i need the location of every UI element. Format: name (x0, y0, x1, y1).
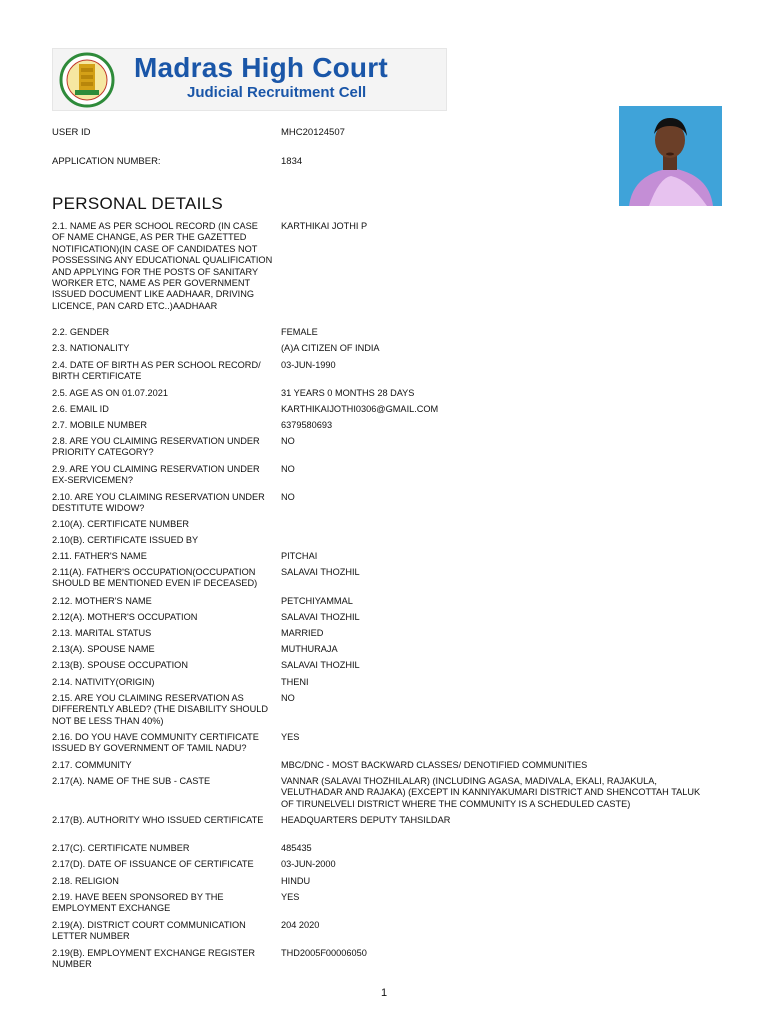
detail-value: 485435 (281, 843, 312, 853)
detail-row (52, 327, 712, 338)
detail-value: MARRIED (281, 628, 324, 638)
section-title: PERSONAL DETAILS (52, 194, 224, 213)
detail-label: 2.17. COMMUNITY (52, 760, 132, 770)
banner-title: Madras High Court (134, 52, 388, 83)
detail-value: SALAVAI THOZHIL (281, 567, 360, 577)
detail-value: FEMALE (281, 327, 318, 337)
detail-value: NO (281, 492, 295, 502)
detail-row (52, 693, 712, 727)
detail-label: 2.17(D). DATE OF ISSUANCE OF CERTIFICATE (52, 859, 254, 869)
detail-row (52, 221, 712, 312)
detail-label: 2.12(A). MOTHER'S OCCUPATION (52, 612, 198, 622)
detail-label: 2.18. RELIGION (52, 876, 119, 886)
detail-label: 2.19(B). EMPLOYMENT EXCHANGE REGISTER NUMBER (52, 948, 256, 970)
detail-label: 2.12. MOTHER'S NAME (52, 596, 152, 606)
detail-label: 2.1. NAME AS PER SCHOOL RECORD (IN CASE OF NAME CHANGE, AS PER THE GAZETTED NOTIFICATION)(IN CASE OF CANDIDATES NOT POSSESSING ANY EDUCATIONAL QUALIFICATION AND APPLYING FOR THE POSTS OF SANITARY WORKER ETC, NAME AS PER GOVERNMENT ISSUED DOCUMENT LIKE AADHAAR, DRIVING LICENCE, PAN CARD ETC..)AADHAAR (52, 221, 273, 311)
detail-label: 2.7. MOBILE NUMBER (52, 420, 147, 430)
detail-label: 2.10(B). CERTIFICATE ISSUED BY (52, 535, 199, 545)
detail-row (52, 436, 712, 459)
detail-row (52, 948, 712, 971)
detail-row (52, 776, 712, 810)
detail-value: 03-JUN-2000 (281, 859, 336, 869)
detail-value: THD2005F00006050 (281, 948, 367, 958)
header-banner (52, 48, 447, 111)
page-number: 1 (380, 987, 388, 999)
detail-label: 2.19. HAVE BEEN SPONSORED BY THE EMPLOYMENT EXCHANGE (52, 892, 224, 914)
detail-value: 204 2020 (281, 920, 320, 930)
detail-label: 2.4. DATE OF BIRTH AS PER SCHOOL RECORD/ BIRTH CERTIFICATE (52, 360, 261, 382)
detail-row (52, 404, 712, 415)
detail-label: 2.2. GENDER (52, 327, 110, 337)
detail-label: 2.17(A). NAME OF THE SUB - CASTE (52, 776, 211, 786)
detail-label: 2.6. EMAIL ID (52, 404, 109, 414)
detail-value: NO (281, 693, 295, 703)
detail-row (52, 360, 712, 383)
detail-value: MUTHURAJA (281, 644, 338, 654)
detail-row (52, 492, 712, 515)
application-number-value: 1834 (281, 156, 303, 167)
detail-value (281, 535, 712, 546)
detail-label: 2.13(A). SPOUSE NAME (52, 644, 155, 654)
detail-row (52, 892, 712, 915)
detail-label: 2.11(A). FATHER'S OCCUPATION(OCCUPATION SHOULD BE MENTIONED EVEN IF DECEASED) (52, 567, 258, 589)
detail-label: 2.10. ARE YOU CLAIMING RESERVATION UNDER DESTITUTE WIDOW? (52, 492, 265, 514)
detail-row (52, 815, 712, 826)
detail-label: 2.11. FATHER'S NAME (52, 551, 147, 561)
detail-label: 2.13(B). SPOUSE OCCUPATION (52, 660, 188, 670)
detail-row (52, 843, 712, 854)
detail-value: YES (281, 892, 300, 902)
detail-value: THENI (281, 677, 309, 687)
detail-value: HEADQUARTERS DEPUTY TAHSILDAR (281, 815, 451, 825)
detail-label: 2.9. ARE YOU CLAIMING RESERVATION UNDER EX-SERVICEMEN? (52, 464, 260, 486)
detail-row (52, 567, 712, 590)
user-id-value: MHC20124507 (281, 127, 345, 138)
detail-value: KARTHIKAIJOTHI0306@GMAIL.COM (281, 404, 439, 414)
detail-row (52, 628, 712, 639)
detail-label: 2.5. AGE AS ON 01.07.2021 (52, 388, 168, 398)
tamil-nadu-emblem-icon (58, 52, 116, 108)
detail-label: 2.3. NATIONALITY (52, 343, 130, 353)
detail-label: 2.17(B). AUTHORITY WHO ISSUED CERTIFICATE (52, 815, 264, 825)
detail-label: 2.15. ARE YOU CLAIMING RESERVATION AS DIFFERENTLY ABLED? (THE DISABILITY SHOULD NOT BE LESS THAN 40%) (52, 693, 268, 726)
detail-row (52, 464, 712, 487)
detail-value (281, 519, 712, 530)
detail-row (52, 644, 712, 655)
detail-row (52, 732, 712, 755)
detail-row (52, 535, 712, 546)
application-number-row (52, 156, 303, 167)
detail-row (52, 876, 712, 887)
detail-row (52, 420, 712, 431)
detail-row (52, 596, 712, 607)
detail-value: 6379580693 (281, 420, 333, 430)
detail-row (52, 551, 712, 562)
user-id-label: USER ID (52, 127, 91, 138)
detail-label: 2.14. NATIVITY(ORIGIN) (52, 677, 155, 687)
detail-label: 2.13. MARITAL STATUS (52, 628, 152, 638)
detail-value: YES (281, 732, 300, 742)
user-id-row (52, 127, 345, 138)
detail-row (52, 343, 712, 354)
detail-label: 2.16. DO YOU HAVE COMMUNITY CERTIFICATE ISSUED BY GOVERNMENT OF TAMIL NADU? (52, 732, 259, 754)
detail-row (52, 388, 712, 399)
detail-value: SALAVAI THOZHIL (281, 612, 360, 622)
detail-row (52, 660, 712, 671)
banner-subtitle: Judicial Recruitment Cell (187, 84, 367, 101)
detail-label: 2.10(A). CERTIFICATE NUMBER (52, 519, 189, 529)
detail-row (52, 920, 712, 943)
detail-row (52, 612, 712, 623)
detail-row (52, 519, 712, 530)
detail-row (52, 859, 712, 870)
detail-value: 03-JUN-1990 (281, 360, 336, 370)
detail-value: NO (281, 464, 295, 474)
detail-row (52, 760, 712, 771)
detail-value: NO (281, 436, 295, 446)
detail-value: PETCHIYAMMAL (281, 596, 353, 606)
detail-label: 2.19(A). DISTRICT COURT COMMUNICATION LETTER NUMBER (52, 920, 246, 942)
detail-value: SALAVAI THOZHIL (281, 660, 360, 670)
detail-value: 31 YEARS 0 MONTHS 28 DAYS (281, 388, 415, 398)
detail-value: HINDU (281, 876, 311, 886)
detail-value: KARTHIKAI JOTHI P (281, 221, 368, 231)
detail-value: PITCHAI (281, 551, 318, 561)
application-number-label: APPLICATION NUMBER: (52, 156, 161, 167)
detail-value: VANNAR (SALAVAI THOZHILALAR) (INCLUDING AGASA, MADIVALA, EKALI, RAJAKULA, VELUTHADAR AND RAJAKA) (EXCEPT IN KANNIYAKUMARI DISTRICT AND SHENCOTTAH TALUK OF TIRUNELVELI DISTRICT WHERE THE COMMUNITY IS A SCHEDULED CASTE) (281, 776, 701, 809)
applicant-photo (619, 106, 722, 206)
detail-value: (A)A CITIZEN OF INDIA (281, 343, 380, 353)
detail-label: 2.8. ARE YOU CLAIMING RESERVATION UNDER PRIORITY CATEGORY? (52, 436, 260, 458)
detail-value: MBC/DNC - MOST BACKWARD CLASSES/ DENOTIFIED COMMUNITIES (281, 760, 588, 770)
detail-label: 2.17(C). CERTIFICATE NUMBER (52, 843, 190, 853)
detail-row (52, 677, 712, 688)
